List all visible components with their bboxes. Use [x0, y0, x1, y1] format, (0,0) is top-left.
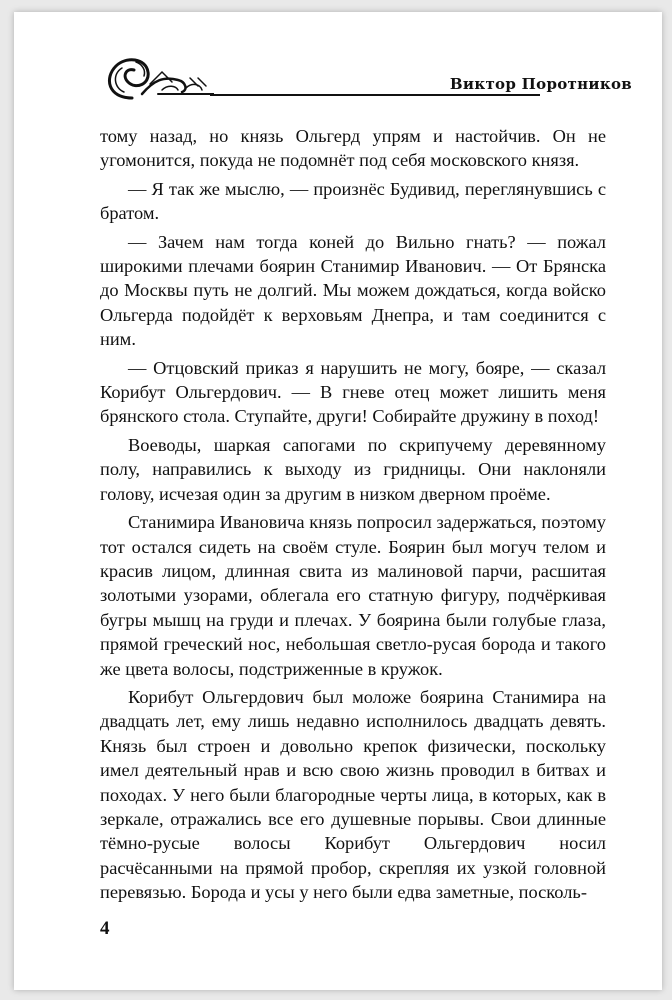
page-number: 4 — [100, 918, 110, 939]
paragraph: — Я так же мыслю, — произнёс Будивид, переглянувшись с братом. — [100, 178, 606, 224]
book-page — [14, 12, 662, 990]
paragraph: тому назад, но князь Ольгерд упрям и настойчив. Он не угомонится, покуда не подомнёт под себя московского князя. — [100, 126, 606, 171]
running-header-author: Виктор Поротников — [449, 75, 632, 93]
paragraph: Станимира Ивановича князь попросил задержаться, поэтому тот остался сидеть на своём стуле. Боярин был могуч телом и красив лицом, длинная свита из малиновой парчи, расшитая золотыми узорами, облегала его статную фигуру, подчёркивая бугры мышц на груди и плечах. У боярина были голубые глаза, прямой греческий нос, небольшая светло-русая борода и такого же цвета волосы, подстриженные в кружок. — [100, 512, 606, 679]
paragraph: Воеводы, шаркая сапогами по скрипучему деревянному полу, направились к выходу из гридницы. Они наклоняли голову, исчезая один за другим в низком дверном проёме. — [100, 434, 606, 504]
body-text — [100, 124, 606, 909]
paragraph: Корибут Ольгердович был моложе боярина Станимира на двадцать лет, ему лишь недавно исполнилось двадцать девять. Князь был строен и довольно крепок физически, поскольку имел деятельный нрав и всю свою жизнь проводил в битвах и походах. У него были благородные черты лица, в которых, как в зеркале, отражались все его душевные порывы. Свои длинные тёмно-русые волосы Корибут Ольгердович носил расчёсанными на прямой пробор, скрепляя их узкой головной перевязью. Борода и усы у него были едва заметные, посколь- — [100, 686, 606, 903]
paragraph: — Отцовский приказ я нарушить не могу, бояре, — сказал Корибут Ольгердович. — В гневе отец может лишить меня брянского стола. Ступайте, други! Собирайте дружину в поход! — [100, 357, 606, 427]
paragraph: — Зачем нам тогда коней до Вильно гнать? — пожал широкими плечами боярин Станимир Иванович. — От Брянска до Москвы путь не долгий. Мы можем дождаться, когда войско Ольгерда подойдёт к верховьям Днепра, и там соединится с ним. — [100, 231, 606, 350]
header-divider — [210, 94, 540, 96]
scroll-ornament-icon — [102, 54, 214, 102]
